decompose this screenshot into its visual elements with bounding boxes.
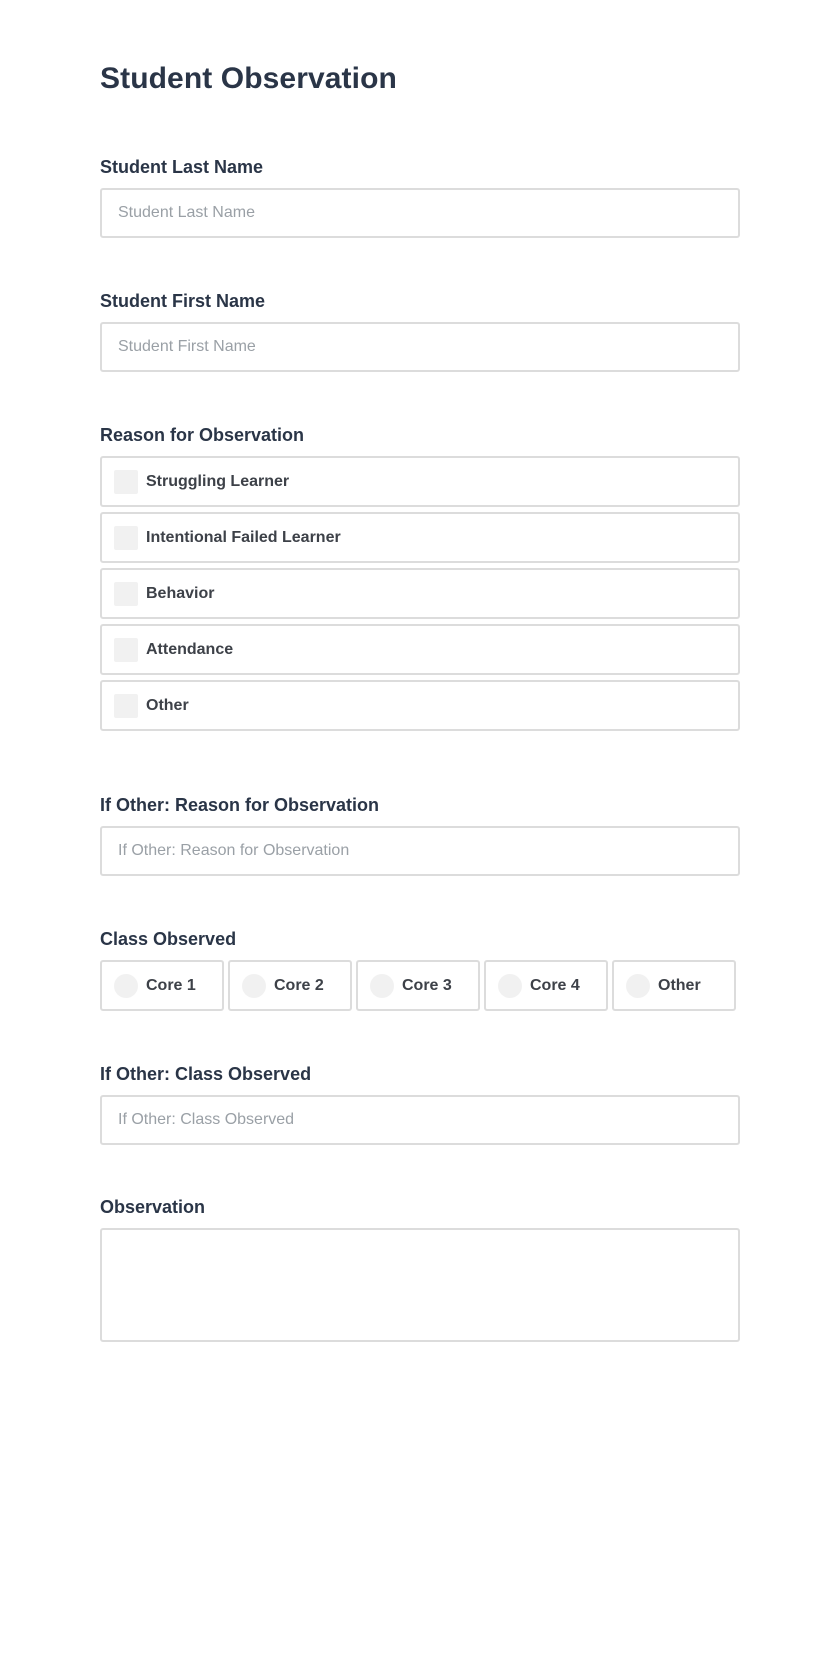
radio-icon[interactable]: [114, 974, 138, 998]
option-label: Core 3: [402, 977, 452, 994]
reason-option-struggling-learner[interactable]: [100, 456, 740, 507]
option-label: Core 2: [274, 977, 324, 994]
option-label: Intentional Failed Learner: [146, 529, 341, 546]
class-option-core-3[interactable]: [356, 960, 480, 1011]
observation-textarea[interactable]: [100, 1228, 740, 1342]
class-option-core-1[interactable]: [100, 960, 224, 1011]
checkbox-icon[interactable]: [114, 526, 138, 550]
option-label: Core 1: [146, 977, 196, 994]
reason-option-attendance[interactable]: [100, 624, 740, 675]
reason-other-label: If Other: Reason for Observation: [100, 795, 380, 815]
reason-options: [100, 456, 740, 736]
class-observed-field: [100, 928, 740, 994]
radio-icon[interactable]: [242, 974, 266, 998]
class-other-input[interactable]: [100, 1095, 740, 1145]
checkbox-icon[interactable]: [114, 470, 138, 494]
option-label: Other: [146, 697, 189, 714]
option-label: Behavior: [146, 585, 215, 602]
reason-other-input[interactable]: [100, 826, 740, 876]
option-label: Attendance: [146, 641, 234, 658]
option-label: Other: [658, 977, 701, 994]
class-observed-label: Class Observed: [100, 929, 237, 949]
observation-label: Observation: [100, 1197, 206, 1217]
observation-field: [100, 1196, 740, 1218]
class-option-core-2[interactable]: [228, 960, 352, 1011]
class-option-core-4[interactable]: [484, 960, 608, 1011]
radio-icon[interactable]: [626, 974, 650, 998]
class-other-label: If Other: Class Observed: [100, 1064, 312, 1084]
checkbox-icon[interactable]: [114, 638, 138, 662]
checkbox-icon[interactable]: [114, 582, 138, 606]
reason-option-intentional-failed-learner[interactable]: [100, 512, 740, 563]
page-title: Student Observation: [100, 62, 397, 95]
reason-label: Reason for Observation: [100, 425, 305, 445]
first-name-field: [100, 290, 740, 312]
first-name-label: Student First Name: [100, 291, 266, 311]
class-observed-options: [100, 960, 740, 1011]
reason-other-field: [100, 794, 740, 816]
radio-icon[interactable]: [498, 974, 522, 998]
first-name-input[interactable]: [100, 322, 740, 372]
class-other-field: [100, 1063, 740, 1085]
last-name-input[interactable]: [100, 188, 740, 238]
option-label: Struggling Learner: [146, 473, 290, 490]
reason-option-behavior[interactable]: [100, 568, 740, 619]
reason-field: [100, 424, 740, 714]
checkbox-icon[interactable]: [114, 694, 138, 718]
option-label: Core 4: [530, 977, 580, 994]
last-name-field: [100, 156, 740, 178]
class-option-other[interactable]: [612, 960, 736, 1011]
last-name-label: Student Last Name: [100, 157, 264, 177]
reason-option-other[interactable]: [100, 680, 740, 731]
radio-icon[interactable]: [370, 974, 394, 998]
